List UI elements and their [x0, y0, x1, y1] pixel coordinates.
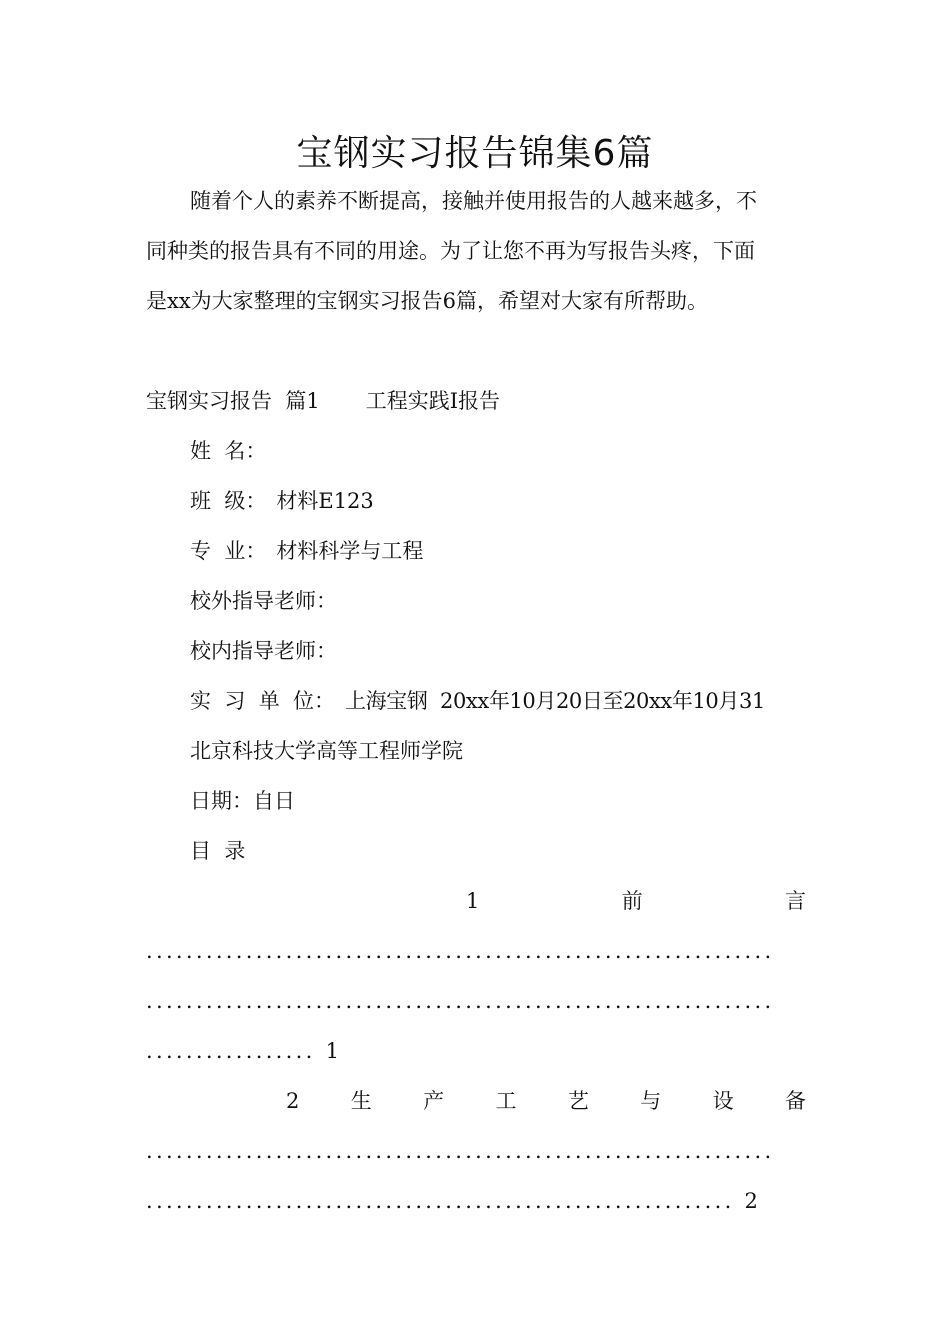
toc-item-2-char-7: 备 [785, 1089, 806, 1113]
toc-item-1-page: 1 [325, 1039, 339, 1063]
toc-item-2-char-2: 产 [423, 1089, 445, 1113]
field-class [190, 486, 374, 516]
field-major-value: 材料科学与工程 [276, 539, 424, 563]
toc-item-2-page: 2 [744, 1189, 758, 1213]
document-title: 宝钢实习报告锦集6篇 [296, 133, 654, 174]
toc-item-1-leader-end [146, 1036, 339, 1066]
toc-item-1-leader-1: ............................................................... [146, 939, 775, 963]
field-class-label: 班 级： [190, 489, 267, 513]
toc-item-1-char-2: 言 [785, 889, 806, 913]
field-class-value: 材料E123 [276, 489, 374, 513]
toc-item-1-char-1: 前 [621, 889, 643, 913]
field-external-advisor: 校外指导老师： [190, 589, 337, 613]
toc-item-2-char-1: 生 [350, 1089, 372, 1113]
toc-item-1-leader-2: ............................................................... [146, 989, 775, 1013]
toc-item-2-leader-1: ............................................................... [146, 1139, 775, 1163]
toc-item-1-number: 1 [466, 889, 480, 913]
toc-item-2-char-4: 艺 [567, 1089, 589, 1113]
report-name: 工程实践Ⅰ报告 [365, 389, 501, 413]
toc-heading: 目 录 [190, 839, 246, 863]
toc-item-2-title [286, 1086, 806, 1116]
field-school: 北京科技大学高等工程师学院 [190, 739, 463, 763]
field-unit-label: 实 习 单 位： [190, 689, 336, 713]
field-major [190, 536, 423, 566]
section-heading-prefix: 宝钢实习报告 篇1 [146, 389, 320, 413]
field-unit-value: 上海宝钢 20xx年10月20日至20xx年10月31 [345, 689, 765, 713]
intro-line-3: 是xx为大家整理的宝钢实习报告6篇，希望对大家有所帮助。 [146, 289, 709, 313]
toc-item-2-leader-2: ........................................................... [146, 1189, 735, 1213]
toc-item-1-title [466, 886, 806, 916]
field-internal-advisor: 校内指导老师： [190, 639, 337, 663]
field-date: 日期：自日 [190, 789, 295, 813]
section-heading [146, 386, 500, 416]
toc-item-2-leader-end [146, 1186, 758, 1216]
toc-item-2-char-6: 设 [712, 1089, 734, 1113]
intro-line-2: 同种类的报告具有不同的用途。为了让您不再为写报告头疼，下面 [146, 239, 755, 263]
toc-item-2-number: 2 [286, 1089, 300, 1113]
intro-line-1: 随着个人的素养不断提高，接触并使用报告的人越来越多，不 [190, 189, 757, 213]
field-major-label: 专 业： [190, 539, 267, 563]
toc-item-1-leader-3: ................. [146, 1039, 316, 1063]
toc-item-2-char-5: 与 [640, 1089, 662, 1113]
toc-item-2-char-3: 工 [495, 1089, 517, 1113]
field-name: 姓 名： [190, 439, 267, 463]
field-internship-unit [190, 686, 765, 716]
